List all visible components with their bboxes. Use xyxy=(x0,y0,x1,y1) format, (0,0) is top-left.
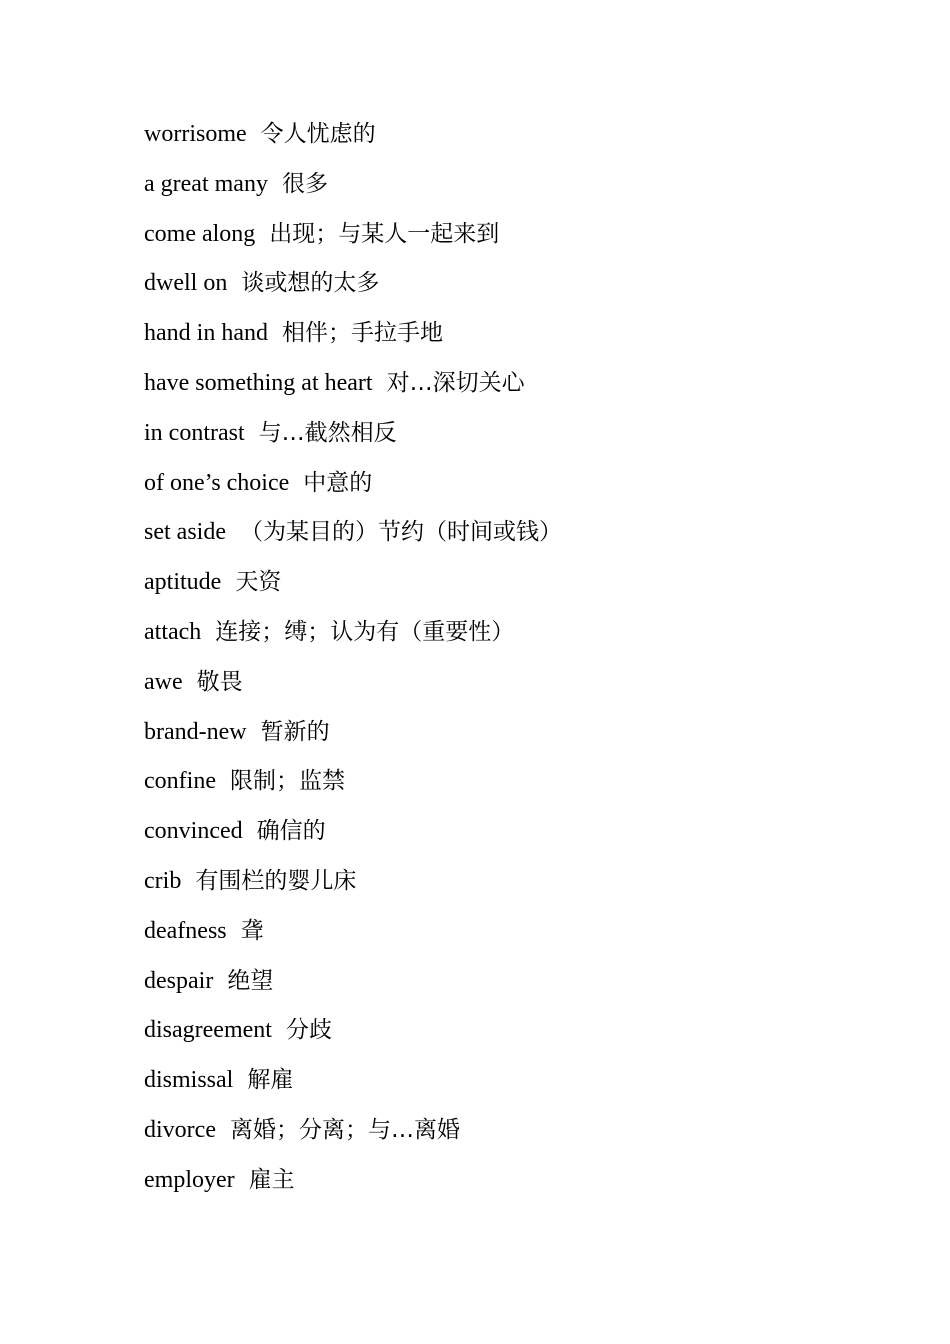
entry-meaning: 令人忧虑的 xyxy=(260,121,376,147)
vocab-entry xyxy=(144,612,562,662)
vocab-entry xyxy=(144,114,562,164)
entry-meaning: 很多 xyxy=(281,170,328,197)
entry-meaning: 聋 xyxy=(240,917,264,944)
entry-meaning: 连接；缚；认为有（重要性） xyxy=(215,618,515,645)
entry-term: set aside xyxy=(144,519,226,546)
vocab-entry xyxy=(144,961,562,1011)
entry-meaning: 敬畏 xyxy=(196,668,243,695)
entry-term: worrisome xyxy=(144,121,247,147)
entry-meaning: 分歧 xyxy=(285,1017,332,1044)
entry-term: disagreement xyxy=(144,1017,272,1044)
entry-term: aptitude xyxy=(144,569,222,596)
vocab-entry xyxy=(144,164,562,214)
vocab-entry xyxy=(144,463,562,513)
entry-meaning: （为某目的）节约（时间或钱） xyxy=(239,519,562,546)
vocabulary-list xyxy=(144,114,562,1210)
vocab-entry xyxy=(144,662,562,712)
entry-meaning: 解雇 xyxy=(247,1067,294,1094)
vocab-entry xyxy=(144,263,562,313)
entry-term: crib xyxy=(144,867,182,894)
entry-term: hand in hand xyxy=(144,320,268,347)
vocab-entry xyxy=(144,811,562,861)
vocab-entry xyxy=(144,1110,562,1160)
entry-term: convinced xyxy=(144,818,243,845)
entry-term: have something at heart xyxy=(144,369,373,396)
entry-term: dismissal xyxy=(144,1067,234,1094)
entry-term: come along xyxy=(144,220,256,247)
entry-term: despair xyxy=(144,967,214,994)
entry-term: awe xyxy=(144,668,183,695)
vocab-entry xyxy=(144,1010,562,1060)
vocab-entry xyxy=(144,562,562,612)
vocab-entry xyxy=(144,413,562,463)
vocab-entry xyxy=(144,512,562,562)
vocab-entry xyxy=(144,363,562,413)
vocab-entry xyxy=(144,911,562,961)
entry-meaning: 对…深切关心 xyxy=(386,369,525,396)
entry-meaning: 雇主 xyxy=(248,1166,295,1193)
entry-meaning: 出现；与某人一起来到 xyxy=(269,220,500,247)
entry-meaning: 绝望 xyxy=(227,967,274,994)
entry-meaning: 确信的 xyxy=(256,818,326,845)
entry-term: brand-new xyxy=(144,718,247,745)
entry-term: divorce xyxy=(144,1116,216,1143)
vocab-entry xyxy=(144,214,562,264)
entry-meaning: 中意的 xyxy=(303,469,373,496)
vocab-entry xyxy=(144,313,562,363)
entry-term: of one’s choice xyxy=(144,469,290,496)
vocab-entry xyxy=(144,1060,562,1110)
entry-term: dwell on xyxy=(144,270,228,297)
vocab-entry xyxy=(144,761,562,811)
entry-meaning: 天资 xyxy=(235,569,282,596)
entry-term: in contrast xyxy=(144,419,245,446)
entry-term: attach xyxy=(144,618,202,645)
entry-term: a great many xyxy=(144,170,268,197)
entry-meaning: 有围栏的婴儿床 xyxy=(195,867,357,894)
entry-term: employer xyxy=(144,1166,235,1193)
entry-meaning: 与…截然相反 xyxy=(258,419,397,446)
entry-meaning: 限制；监禁 xyxy=(229,768,345,795)
entry-term: confine xyxy=(144,768,216,795)
entry-meaning: 暂新的 xyxy=(260,718,330,745)
vocab-entry xyxy=(144,1160,562,1210)
vocab-entry xyxy=(144,861,562,911)
entry-meaning: 离婚；分离；与…离婚 xyxy=(229,1116,460,1143)
entry-meaning: 谈或想的太多 xyxy=(241,270,380,297)
vocab-entry xyxy=(144,712,562,762)
entry-meaning: 相伴；手拉手地 xyxy=(281,320,443,347)
entry-term: deafness xyxy=(144,917,227,944)
